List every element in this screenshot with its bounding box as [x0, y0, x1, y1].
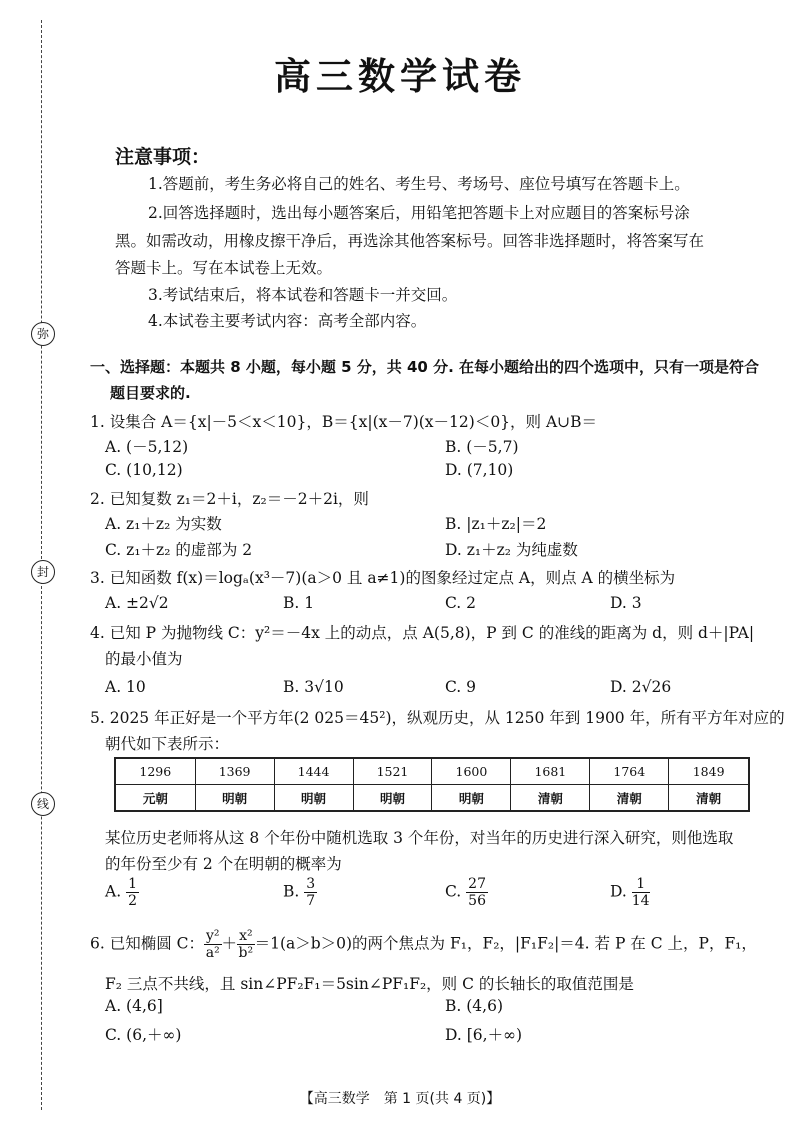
denominator: a²	[205, 945, 220, 961]
seal-char-xian: 线	[31, 792, 55, 816]
notice-heading: 注意事项：	[115, 146, 211, 168]
q3-option-d: D. 3	[610, 594, 642, 612]
option-label: B.	[283, 882, 300, 901]
square-years-table	[114, 757, 750, 812]
q4-option-d: D. 2√26	[610, 678, 672, 696]
q6-option-d: D. [6,＋∞)	[445, 1026, 523, 1044]
table-cell-dynasty: 明朝	[195, 785, 274, 812]
numerator: y²	[206, 928, 220, 944]
q2-option-b: B. |z₁＋z₂|＝2	[445, 515, 547, 533]
q4-stem-1: 4. 已知 P 为抛物线 C：y²＝－4x 上的动点，点 A(5,8)，P 到 C 的准线的距离为 d，则 d＋|PA|	[90, 624, 755, 642]
fraction	[632, 876, 650, 909]
q5-option-c	[445, 876, 488, 909]
table-cell-year: 1521	[353, 758, 432, 785]
table-cell-year: 1764	[590, 758, 669, 785]
option-label: C.	[445, 882, 462, 901]
page-title: 高三数学试卷	[274, 55, 526, 98]
q1-option-a: A. (－5,12)	[105, 438, 189, 456]
notice-line-3: 黑。如需改动，用橡皮擦干净后，再选涂其他答案标号。回答非选择题时，将答案写在	[115, 232, 705, 250]
page-footer: 【高三数学 第 1 页(共 4 页)】	[299, 1091, 501, 1107]
numerator: 27	[468, 876, 486, 892]
fraction	[237, 928, 255, 961]
section-heading-1: 一、选择题：本题共 8 小题，每小题 5 分，共 40 分. 在每小题给出的四个选项中，只有一项是符合	[90, 358, 760, 376]
section-heading-2: 题目要求的.	[110, 384, 191, 402]
table-row-years	[115, 758, 749, 785]
q6-stem-prefix: 6. 已知椭圆 C：	[90, 934, 205, 953]
notice-line-1: 1.答题前，考生务必将自己的姓名、考生号、考场号、座位号填写在答题卡上。	[148, 175, 690, 193]
plus-sign: ＋	[221, 934, 238, 953]
table-cell-year: 1681	[511, 758, 590, 785]
table-cell-year: 1444	[274, 758, 353, 785]
notice-line-5: 3.考试结束后，将本试卷和答题卡一并交回。	[148, 286, 458, 304]
table-cell-dynasty: 明朝	[432, 785, 511, 812]
table-cell-year: 1849	[669, 758, 749, 785]
option-label: D.	[610, 882, 627, 901]
denominator: 7	[306, 893, 316, 909]
notice-line-2: 2.回答选择题时，选出每小题答案后，用铅笔把答题卡上对应题目的答案标号涂	[148, 204, 690, 222]
denominator: 56	[468, 893, 486, 909]
q4-stem-2: 的最小值为	[105, 650, 183, 668]
q6-stem-1	[90, 928, 757, 961]
q3-stem: 3. 已知函数 f(x)＝logₐ(x³－7)(a＞0 且 a≠1)的图象经过定点 A，则点 A 的横坐标为	[90, 569, 676, 587]
q2-stem: 2. 已知复数 z₁＝2＋i，z₂＝－2＋2i，则	[90, 490, 369, 508]
q2-option-d: D. z₁＋z₂ 为纯虚数	[445, 541, 578, 559]
q6-stem-suffix: ＝1(a＞b＞0)的两个焦点为 F₁，F₂，|F₁F₂|＝4. 若 P 在 C 上，P，F₁，	[254, 934, 757, 953]
table-cell-dynasty: 清朝	[669, 785, 749, 812]
q5-stem-4: 的年份至少有 2 个在明朝的概率为	[105, 855, 342, 873]
denominator: 14	[631, 893, 650, 909]
q4-option-a: A. 10	[105, 678, 146, 696]
q3-option-b: B. 1	[283, 594, 315, 612]
q3-option-c: C. 2	[445, 594, 477, 612]
numerator: 1	[128, 876, 137, 892]
table-cell-year: 1600	[432, 758, 511, 785]
q5-option-d	[610, 876, 650, 909]
q5-option-a	[105, 876, 139, 909]
q6-stem-2: F₂ 三点不共线，且 sin∠PF₂F₁＝5sin∠PF₁F₂，则 C 的长轴长的取值范围是	[105, 975, 634, 993]
q2-option-c: C. z₁＋z₂ 的虚部为 2	[105, 541, 253, 559]
q5-option-b	[283, 876, 317, 909]
fraction	[126, 876, 139, 909]
q6-option-c: C. (6,＋∞)	[105, 1026, 182, 1044]
table-cell-dynasty: 明朝	[353, 785, 432, 812]
q5-stem-3: 某位历史老师将从这 8 个年份中随机选取 3 个年份，对当年的历史进行深入研究，则他选取	[105, 829, 734, 847]
q5-stem-2: 朝代如下表所示：	[105, 735, 230, 753]
table-cell-dynasty: 明朝	[274, 785, 353, 812]
q1-option-b: B. (－5,7)	[445, 438, 519, 456]
fraction	[304, 876, 317, 909]
notice-line-6: 4.本试卷主要考试内容：高考全部内容。	[148, 312, 427, 330]
q4-option-b: B. 3√10	[283, 678, 344, 696]
q2-option-a: A. z₁＋z₂ 为实数	[105, 515, 222, 533]
fraction	[466, 876, 488, 909]
table-cell-dynasty: 元朝	[115, 785, 195, 812]
q6-option-a: A. (4,6]	[105, 997, 163, 1015]
q4-option-c: C. 9	[445, 678, 477, 696]
q5-stem-1: 5. 2025 年正好是一个平方年(2 025＝45²)，纵观历史，从 1250 年到 1900 年，所有平方年对应的	[90, 709, 785, 727]
denominator: b²	[238, 945, 254, 961]
table-row-dynasties	[115, 785, 749, 812]
q6-option-b: B. (4,6)	[445, 997, 503, 1015]
numerator: 1	[632, 876, 650, 893]
q3-option-a: A. ±2√2	[105, 594, 169, 612]
table-cell-year: 1369	[195, 758, 274, 785]
option-label: A.	[105, 882, 122, 901]
seal-char-mi: 弥	[31, 322, 55, 346]
table-cell-dynasty: 清朝	[590, 785, 669, 812]
q1-stem: 1. 设集合 A＝{x|－5＜x＜10}，B＝{x|(x－7)(x－12)＜0}，则 A∪B＝	[90, 413, 598, 431]
numerator: x²	[239, 928, 253, 944]
denominator: 2	[128, 893, 137, 909]
q1-option-c: C. (10,12)	[105, 461, 183, 479]
notice-line-4: 答题卡上。写在本试卷上无效。	[115, 259, 333, 277]
seal-char-feng: 封	[31, 560, 55, 584]
table-cell-dynasty: 清朝	[511, 785, 590, 812]
numerator: 3	[306, 876, 316, 892]
q1-option-d: D. (7,10)	[445, 461, 514, 479]
table-cell-year: 1296	[115, 758, 195, 785]
fraction	[204, 928, 222, 961]
